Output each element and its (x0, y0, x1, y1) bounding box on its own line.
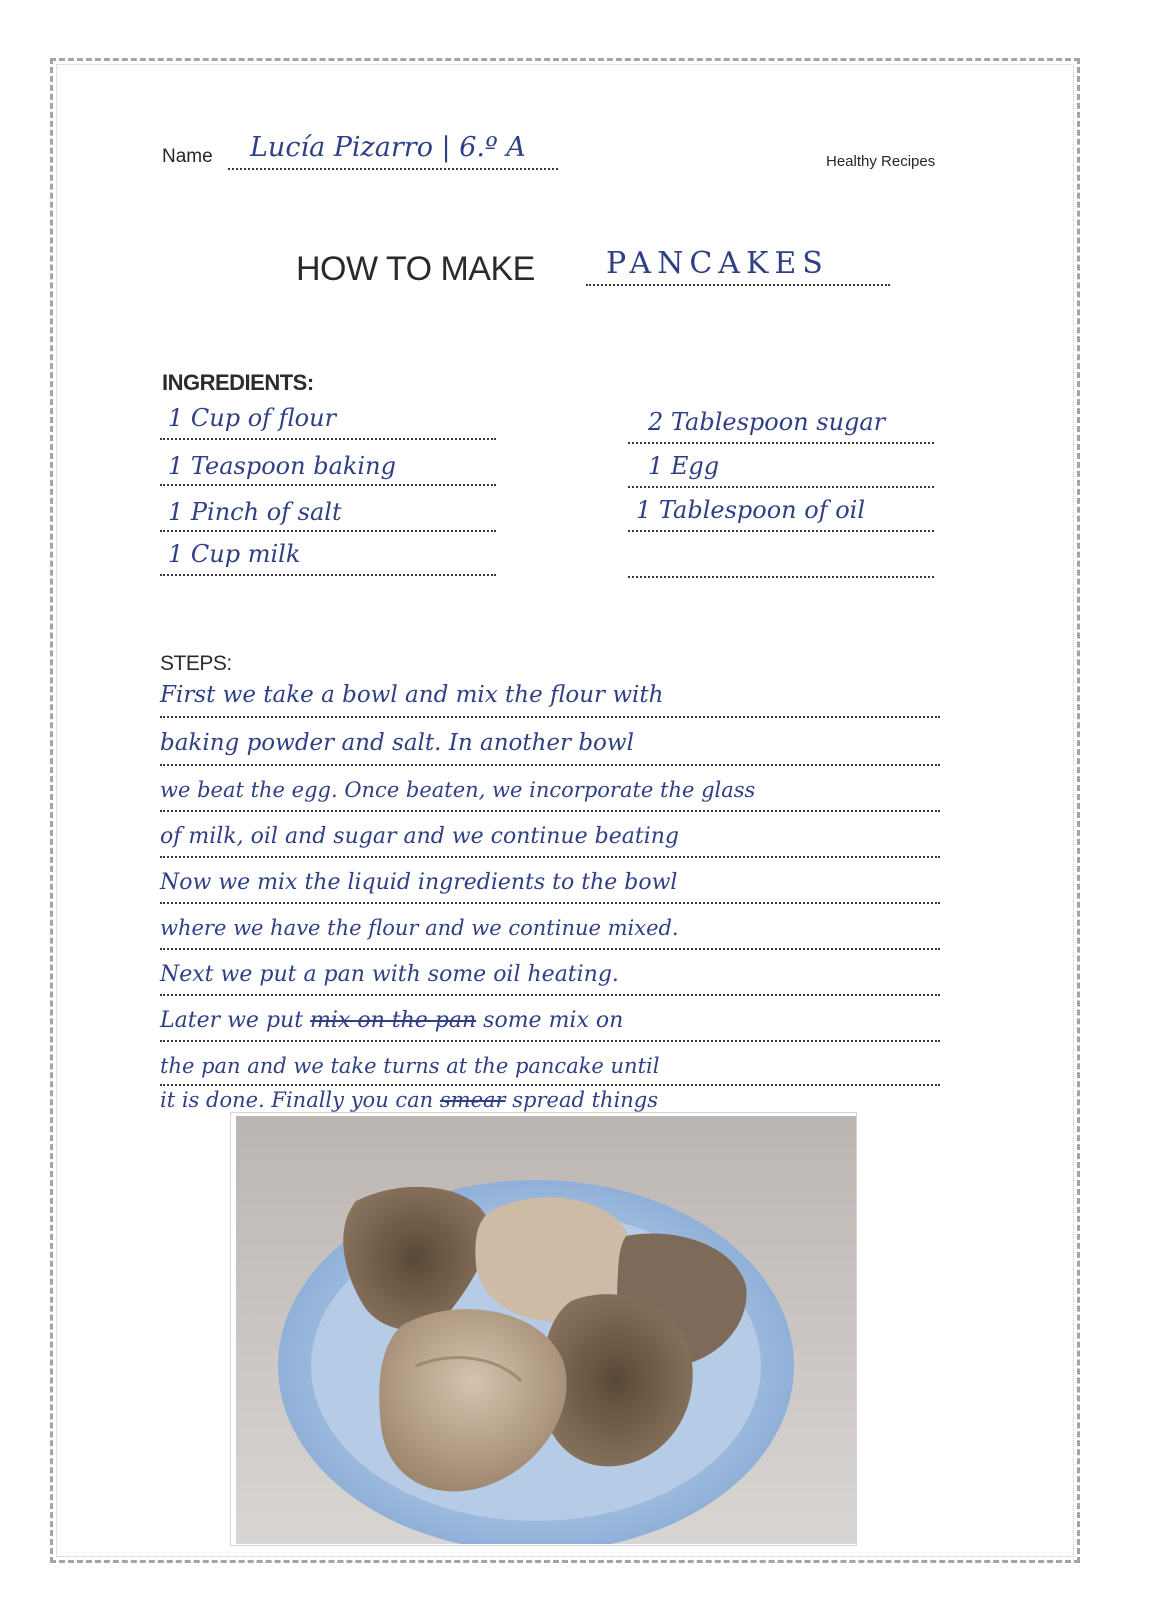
ingredient-line (628, 486, 934, 488)
ingredient-line (628, 442, 934, 444)
step-dotted-line (160, 1084, 940, 1086)
name-label: Name (162, 146, 213, 167)
step-line-text: spread things (512, 1088, 659, 1112)
ingredient-item: 2 Tablespoon sugar (648, 408, 886, 436)
step-line: Next we put a pan with some oil heating. (160, 962, 619, 987)
ingredient-item: 1 Cup of flour (168, 404, 337, 432)
ingredient-item: 1 Pinch of salt (168, 498, 342, 526)
page-title: HOW TO MAKE (296, 250, 535, 288)
ingredient-line (160, 438, 496, 440)
ingredient-line (628, 530, 934, 532)
ingredient-line (160, 530, 496, 532)
step-line: where we have the flour and we continue mixed. (160, 916, 679, 940)
recipe-category: Healthy Recipes (826, 153, 936, 170)
ingredient-line (160, 574, 496, 576)
step-line-text: some mix on (483, 1008, 624, 1033)
name-dotted-line (228, 168, 558, 170)
step-line: Now we mix the liquid ingredients to the bowl (160, 870, 678, 895)
step-line (160, 1008, 623, 1033)
step-line: First we take a bowl and mix the flour with (160, 682, 664, 708)
dish-name: PANCAKES (606, 246, 829, 281)
ingredient-item: 1 Tablespoon of oil (636, 496, 866, 524)
step-dotted-line (160, 1040, 940, 1042)
step-dotted-line (160, 764, 940, 766)
crossed-out-text: mix on the pan (310, 1008, 477, 1033)
step-dotted-line (160, 948, 940, 950)
steps-heading: STEPS: (160, 652, 232, 675)
step-line-text: it is done. Finally you can (160, 1088, 434, 1112)
student-name: Lucía Pizarro | 6.º A (250, 132, 526, 163)
ingredient-item: 1 Cup milk (168, 540, 301, 568)
step-line-text: Later we put (160, 1008, 304, 1033)
ingredient-item: 1 Egg (648, 452, 720, 480)
ingredient-item: 1 Teaspoon baking (168, 452, 396, 480)
crossed-out-text: smear (439, 1088, 506, 1112)
dish-dotted-line (586, 284, 890, 286)
step-line (160, 1088, 658, 1112)
ingredients-heading: INGREDIENTS: (162, 370, 314, 395)
step-line: baking powder and salt. In another bowl (160, 730, 634, 756)
step-dotted-line (160, 994, 940, 996)
step-dotted-line (160, 810, 940, 812)
ingredient-line (160, 484, 496, 486)
step-line: the pan and we take turns at the pancake until (160, 1054, 660, 1078)
ingredient-line (628, 576, 934, 578)
pancakes-photo (236, 1116, 856, 1544)
step-dotted-line (160, 856, 940, 858)
step-dotted-line (160, 902, 940, 904)
step-line: of milk, oil and sugar and we continue beating (160, 824, 679, 849)
step-dotted-line (160, 716, 940, 718)
step-line: we beat the egg. Once beaten, we incorporate the glass (160, 778, 756, 802)
